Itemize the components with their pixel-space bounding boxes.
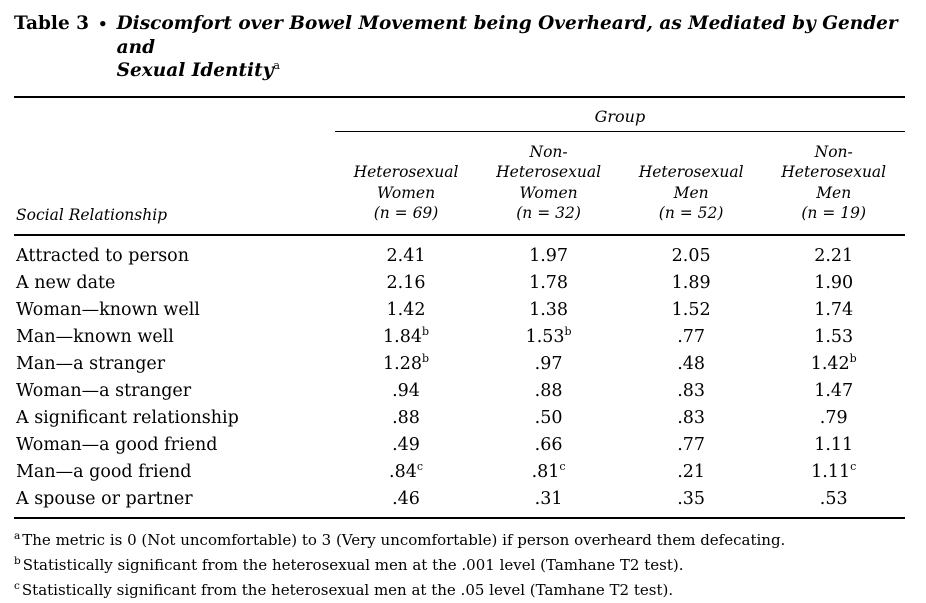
- data-table: [14, 96, 905, 519]
- table-cell: .48: [677, 353, 706, 374]
- bullet-icon: •: [98, 15, 108, 33]
- table-cell: .79: [819, 407, 848, 428]
- row-label: Woman—known well: [16, 299, 200, 320]
- table-row: [14, 432, 905, 459]
- table-cell: .46: [392, 488, 420, 509]
- column-header-2: Heterosexual Men (n = 52): [620, 132, 763, 235]
- table-cell: 2.05: [671, 245, 711, 266]
- title-line-2: [117, 59, 905, 83]
- row-label: Woman—a good friend: [16, 434, 218, 455]
- table-cell: .35: [677, 488, 706, 509]
- table-cell: 1.11: [814, 434, 854, 455]
- table-cell: 1.28$^b$: [383, 352, 430, 374]
- table-cell: .83: [677, 380, 706, 401]
- table-cell: .77: [677, 434, 706, 455]
- table-cell: .49: [392, 434, 420, 455]
- table-cell: 1.53: [814, 326, 854, 347]
- title-line-2-text: Sexual Identity: [116, 60, 274, 82]
- table-row: [14, 486, 905, 518]
- row-label: Man—known well: [16, 326, 174, 347]
- group-spanner-label: Group: [335, 97, 905, 132]
- footnote-c: [14, 578, 905, 603]
- table-title-text: [117, 12, 905, 83]
- table-cell: 1.38: [529, 299, 569, 320]
- significance-marker: b: [422, 325, 430, 338]
- footnote-text: Statistically significant from the heterosexual men at the .05 level (Tamhane T2 test).: [21, 580, 674, 599]
- row-label: A new date: [16, 272, 116, 293]
- table-cell: .21: [677, 461, 706, 482]
- table-cell: 2.21: [814, 245, 854, 266]
- table-cell: 1.74: [814, 299, 854, 320]
- row-label: Man—a good friend: [16, 461, 192, 482]
- row-label: Man—a stranger: [16, 353, 166, 374]
- table-cell: .77: [677, 326, 706, 347]
- footnote-text: The metric is 0 (Not uncomfortable) to 3 (Very uncomfortable) if person overheard them defecating.: [22, 530, 786, 549]
- table-title: [14, 12, 905, 83]
- table-row: [14, 235, 905, 270]
- table-cell: .66: [534, 434, 563, 455]
- table-cell: 1.11$^c$: [811, 460, 857, 482]
- significance-marker: b: [422, 352, 430, 365]
- table-number: Table 3: [14, 13, 90, 34]
- row-label: A spouse or partner: [16, 488, 193, 509]
- significance-marker: c: [850, 460, 857, 473]
- column-header-row: [14, 132, 905, 235]
- table-cell: 1.53$^b$: [525, 325, 572, 347]
- group-spacer-cell: [14, 97, 335, 132]
- footnote-a: [14, 528, 905, 553]
- table-cell: .81$^c$: [531, 460, 566, 482]
- table-row: [14, 459, 905, 486]
- table-cell: 2.16: [386, 272, 426, 293]
- table-cell: 1.89: [671, 272, 711, 293]
- row-label: Woman—a stranger: [16, 380, 192, 401]
- significance-marker: c: [416, 460, 424, 473]
- table-row: [14, 351, 905, 378]
- table-row: [14, 324, 905, 351]
- footnote-text: Statistically significant from the heterosexual men at the .001 level (Tamhane T2 test).: [22, 555, 684, 574]
- table-cell: .53: [819, 488, 848, 509]
- table-cell: 1.52: [671, 299, 711, 320]
- group-spanner-row: [14, 97, 905, 132]
- table-cell: 1.90: [814, 272, 854, 293]
- table-cell: 1.42: [386, 299, 426, 320]
- footnotes: [14, 528, 905, 603]
- table-body: [14, 235, 905, 518]
- significance-marker: c: [559, 460, 566, 473]
- table-row: [14, 297, 905, 324]
- table-cell: 1.84$^b$: [383, 325, 430, 347]
- significance-marker: b: [564, 325, 572, 338]
- footnote-b: [14, 553, 905, 578]
- row-label: Attracted to person: [16, 245, 189, 266]
- footnote-marker: c: [14, 579, 20, 592]
- column-header-3: Non-Heterosexual Men (n = 19): [762, 132, 905, 235]
- table-cell: .83: [677, 407, 706, 428]
- table-cell: .84$^c$: [389, 460, 424, 482]
- table-header: [14, 97, 905, 235]
- table-row: [14, 270, 905, 297]
- significance-marker: b: [849, 352, 857, 365]
- table-cell: 1.97: [529, 245, 569, 266]
- table-cell: .94: [392, 380, 420, 401]
- table-cell: .88: [392, 407, 420, 428]
- table-cell: 1.42$^b$: [810, 352, 857, 374]
- row-header-label: Social Relationship: [14, 132, 335, 235]
- row-label: A significant relationship: [16, 407, 239, 428]
- table-cell: 2.41: [386, 245, 426, 266]
- table-cell: .88: [534, 380, 563, 401]
- table-cell: 1.47: [814, 380, 854, 401]
- column-header-0: Heterosexual Women (n = 69): [335, 132, 478, 235]
- title-line-1: Discomfort over Bowel Movement being Overheard, as Mediated by Gender and: [116, 13, 898, 58]
- table-cell: .50: [534, 407, 563, 428]
- table-cell: 1.78: [529, 272, 569, 293]
- table-row: [14, 405, 905, 432]
- column-header-1: Non-Heterosexual Women (n = 32): [477, 132, 620, 235]
- table-cell: .31: [534, 488, 563, 509]
- table-cell: .97: [534, 353, 563, 374]
- footnote-marker: b: [14, 554, 21, 567]
- title-footnote-marker: a: [273, 59, 280, 73]
- footnote-marker: a: [14, 529, 21, 542]
- table-row: [14, 378, 905, 405]
